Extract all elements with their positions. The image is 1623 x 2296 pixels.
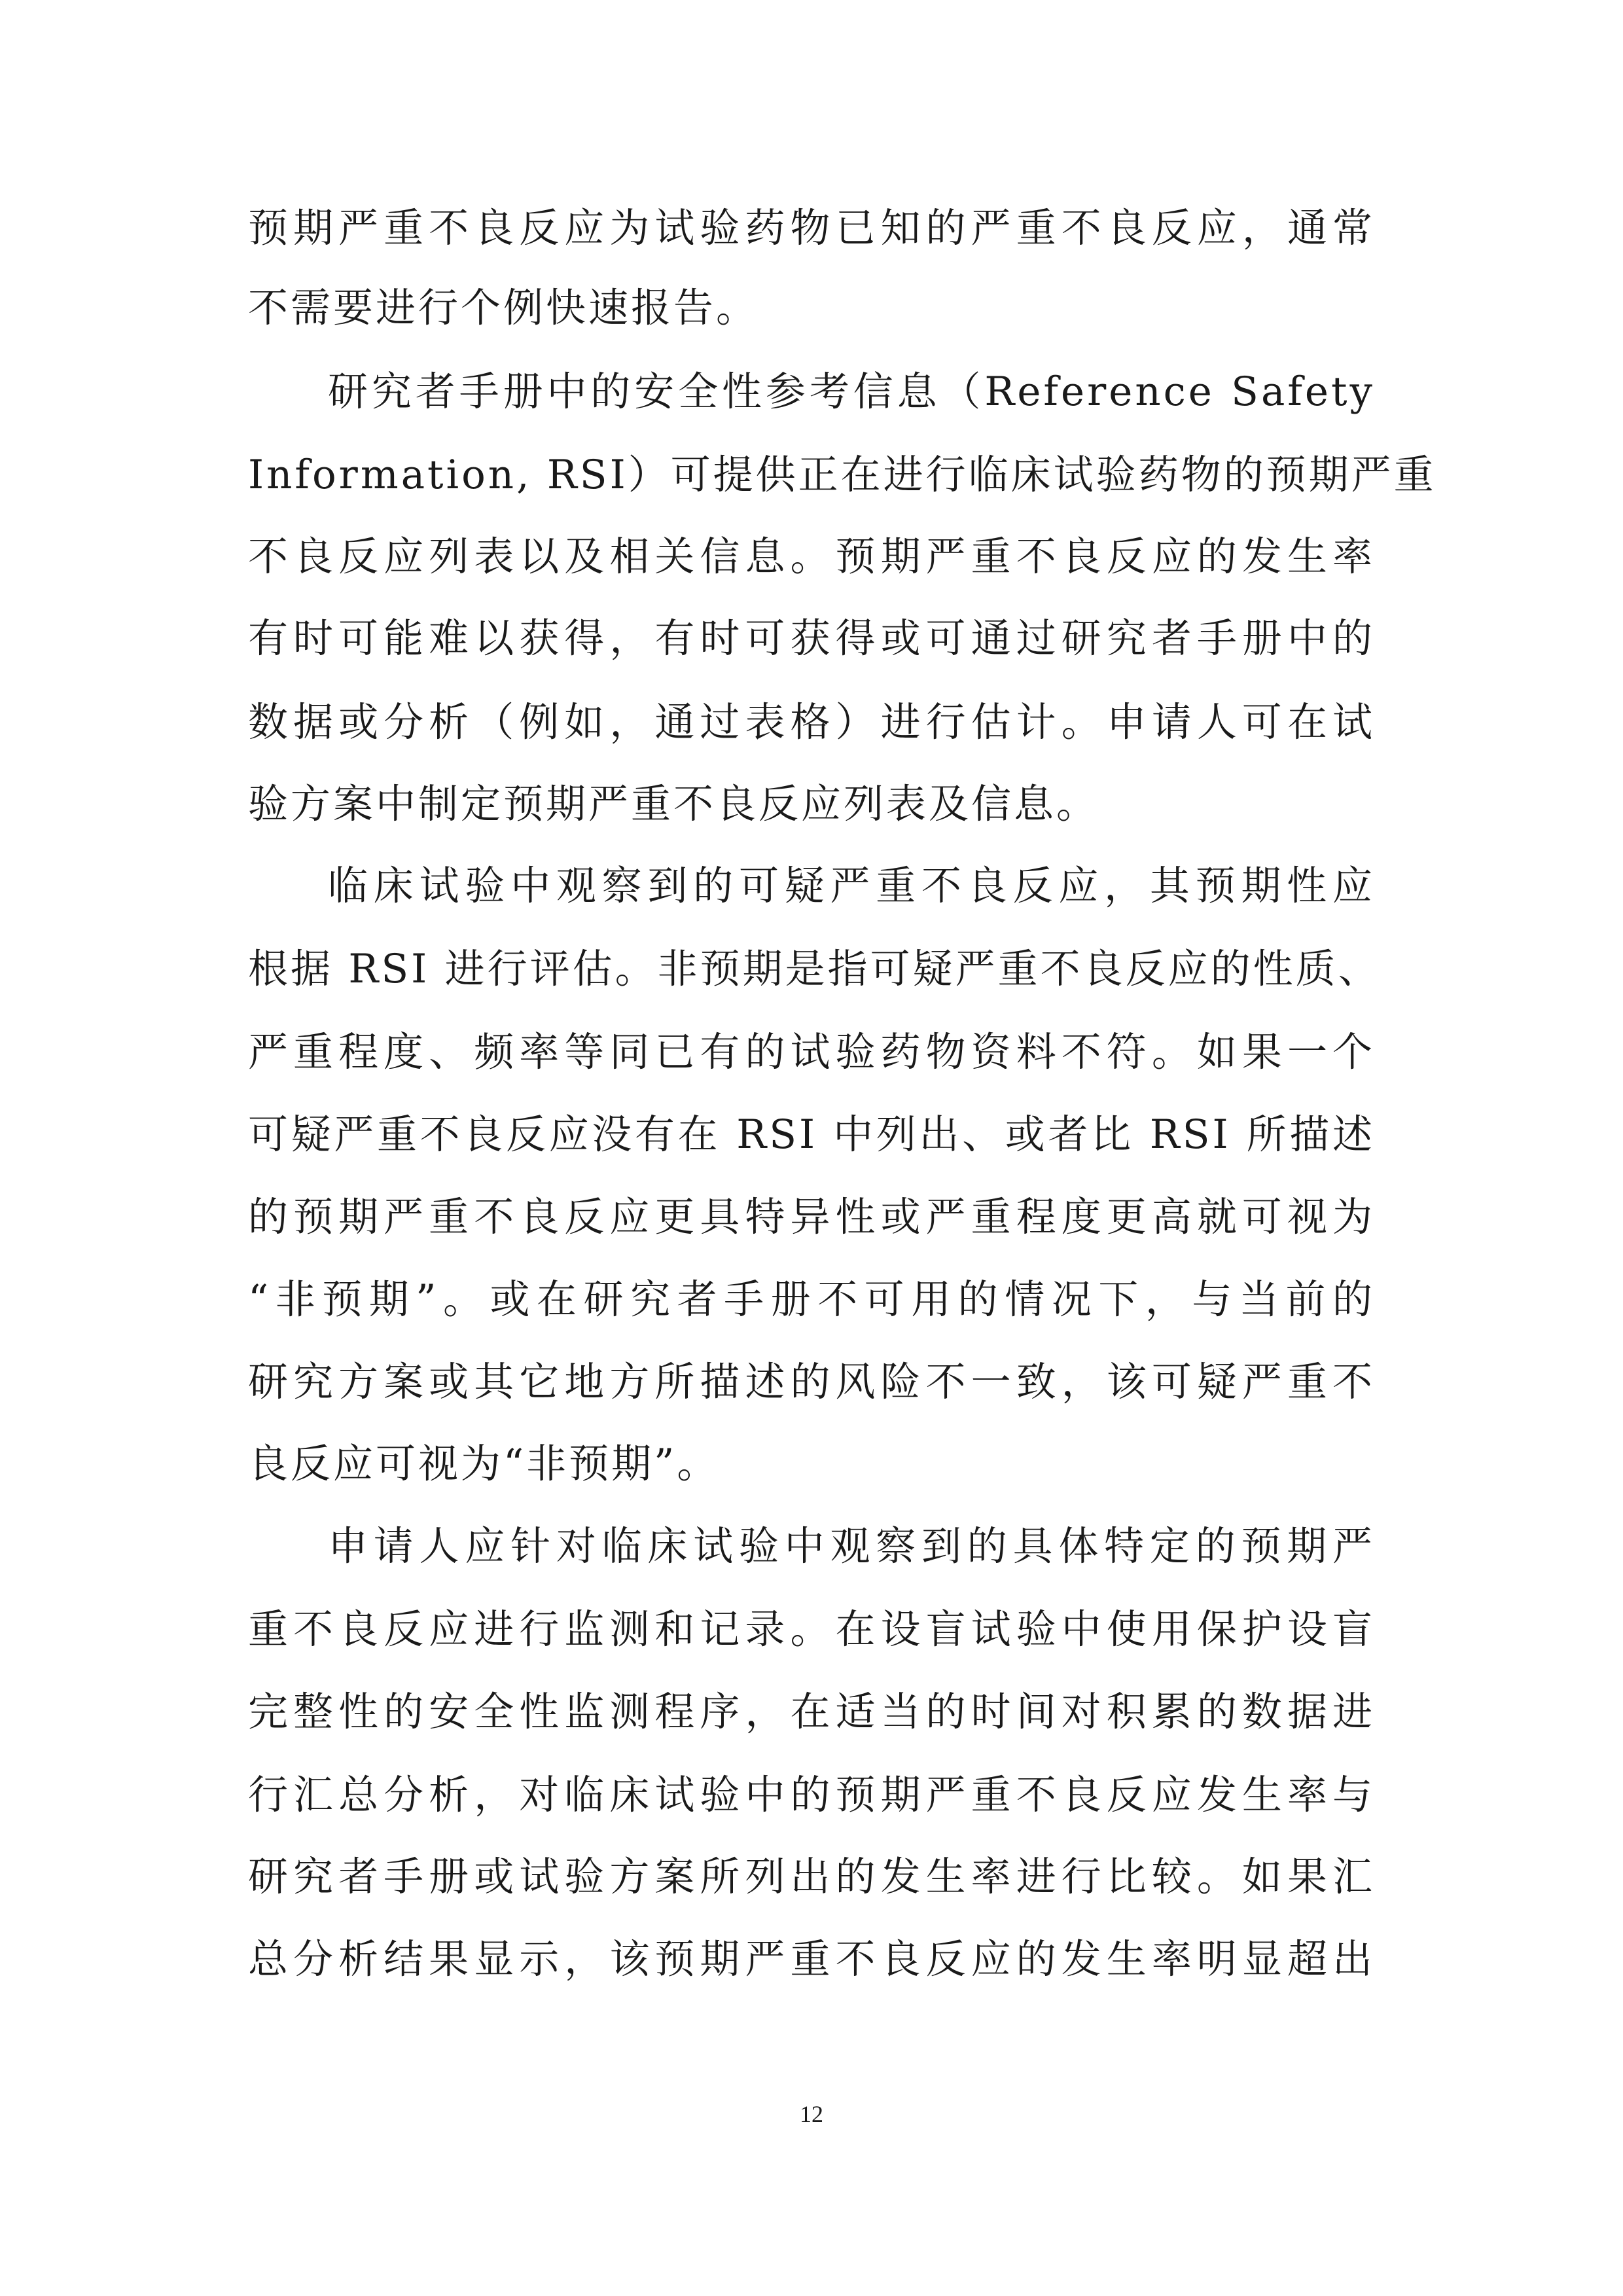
text-line: 不良反应列表以及相关信息。预期严重不良反应的发生率 — [248, 533, 1375, 580]
text-line: Information, RSI）可提供正在进行临床试验药物的预期严重 — [248, 452, 1436, 498]
text-line: 行汇总分析，对临床试验中的预期严重不良反应发生率与 — [248, 1772, 1375, 1818]
text-line: 的预期严重不良反应更具特异性或严重程度更高就可视为 — [248, 1194, 1375, 1240]
text-line: 临床试验中观察到的可疑严重不良反应，其预期性应 — [328, 863, 1375, 909]
page-number: 12 — [800, 2101, 823, 2127]
text-line: 数据或分析（例如，通过表格）进行估计。申请人可在试 — [248, 699, 1375, 745]
text-line: 预期严重不良反应为试验药物已知的严重不良反应，通常 — [248, 205, 1375, 251]
text-line: 有时可能难以获得，有时可获得或可通过研究者手册中的 — [248, 615, 1375, 662]
text-line: 验方案中制定预期严重不良反应列表及信息。 — [248, 781, 1099, 827]
text-line: “非预期”。或在研究者手册不可用的情况下，与当前的 — [248, 1276, 1375, 1323]
text-line: 研究者手册或试验方案所列出的发生率进行比较。如果汇 — [248, 1854, 1375, 1900]
text-line: 严重程度、频率等同已有的试验药物资料不符。如果一个 — [248, 1029, 1375, 1075]
text-line: 研究者手册中的安全性参考信息（Reference Safety — [328, 368, 1375, 415]
text-line: 良反应可视为“非预期”。 — [248, 1441, 720, 1487]
text-line: 可疑严重不良反应没有在 RSI 中列出、或者比 RSI 所描述 — [248, 1111, 1375, 1158]
text-line: 完整性的安全性监测程序，在适当的时间对积累的数据进 — [248, 1689, 1375, 1735]
text-line: 重不良反应进行监测和记录。在设盲试验中使用保护设盲 — [248, 1606, 1375, 1653]
text-line: 不需要进行个例快速报告。 — [248, 285, 759, 331]
text-line: 根据 RSI 进行评估。非预期是指可疑严重不良反应的性质、 — [248, 946, 1381, 992]
text-line: 研究方案或其它地方所描述的风险不一致，该可疑严重不 — [248, 1359, 1375, 1405]
text-line: 申请人应针对临床试验中观察到的具体特定的预期严 — [328, 1523, 1375, 1570]
text-line: 总分析结果显示，该预期严重不良反应的发生率明显超出 — [248, 1936, 1375, 1982]
